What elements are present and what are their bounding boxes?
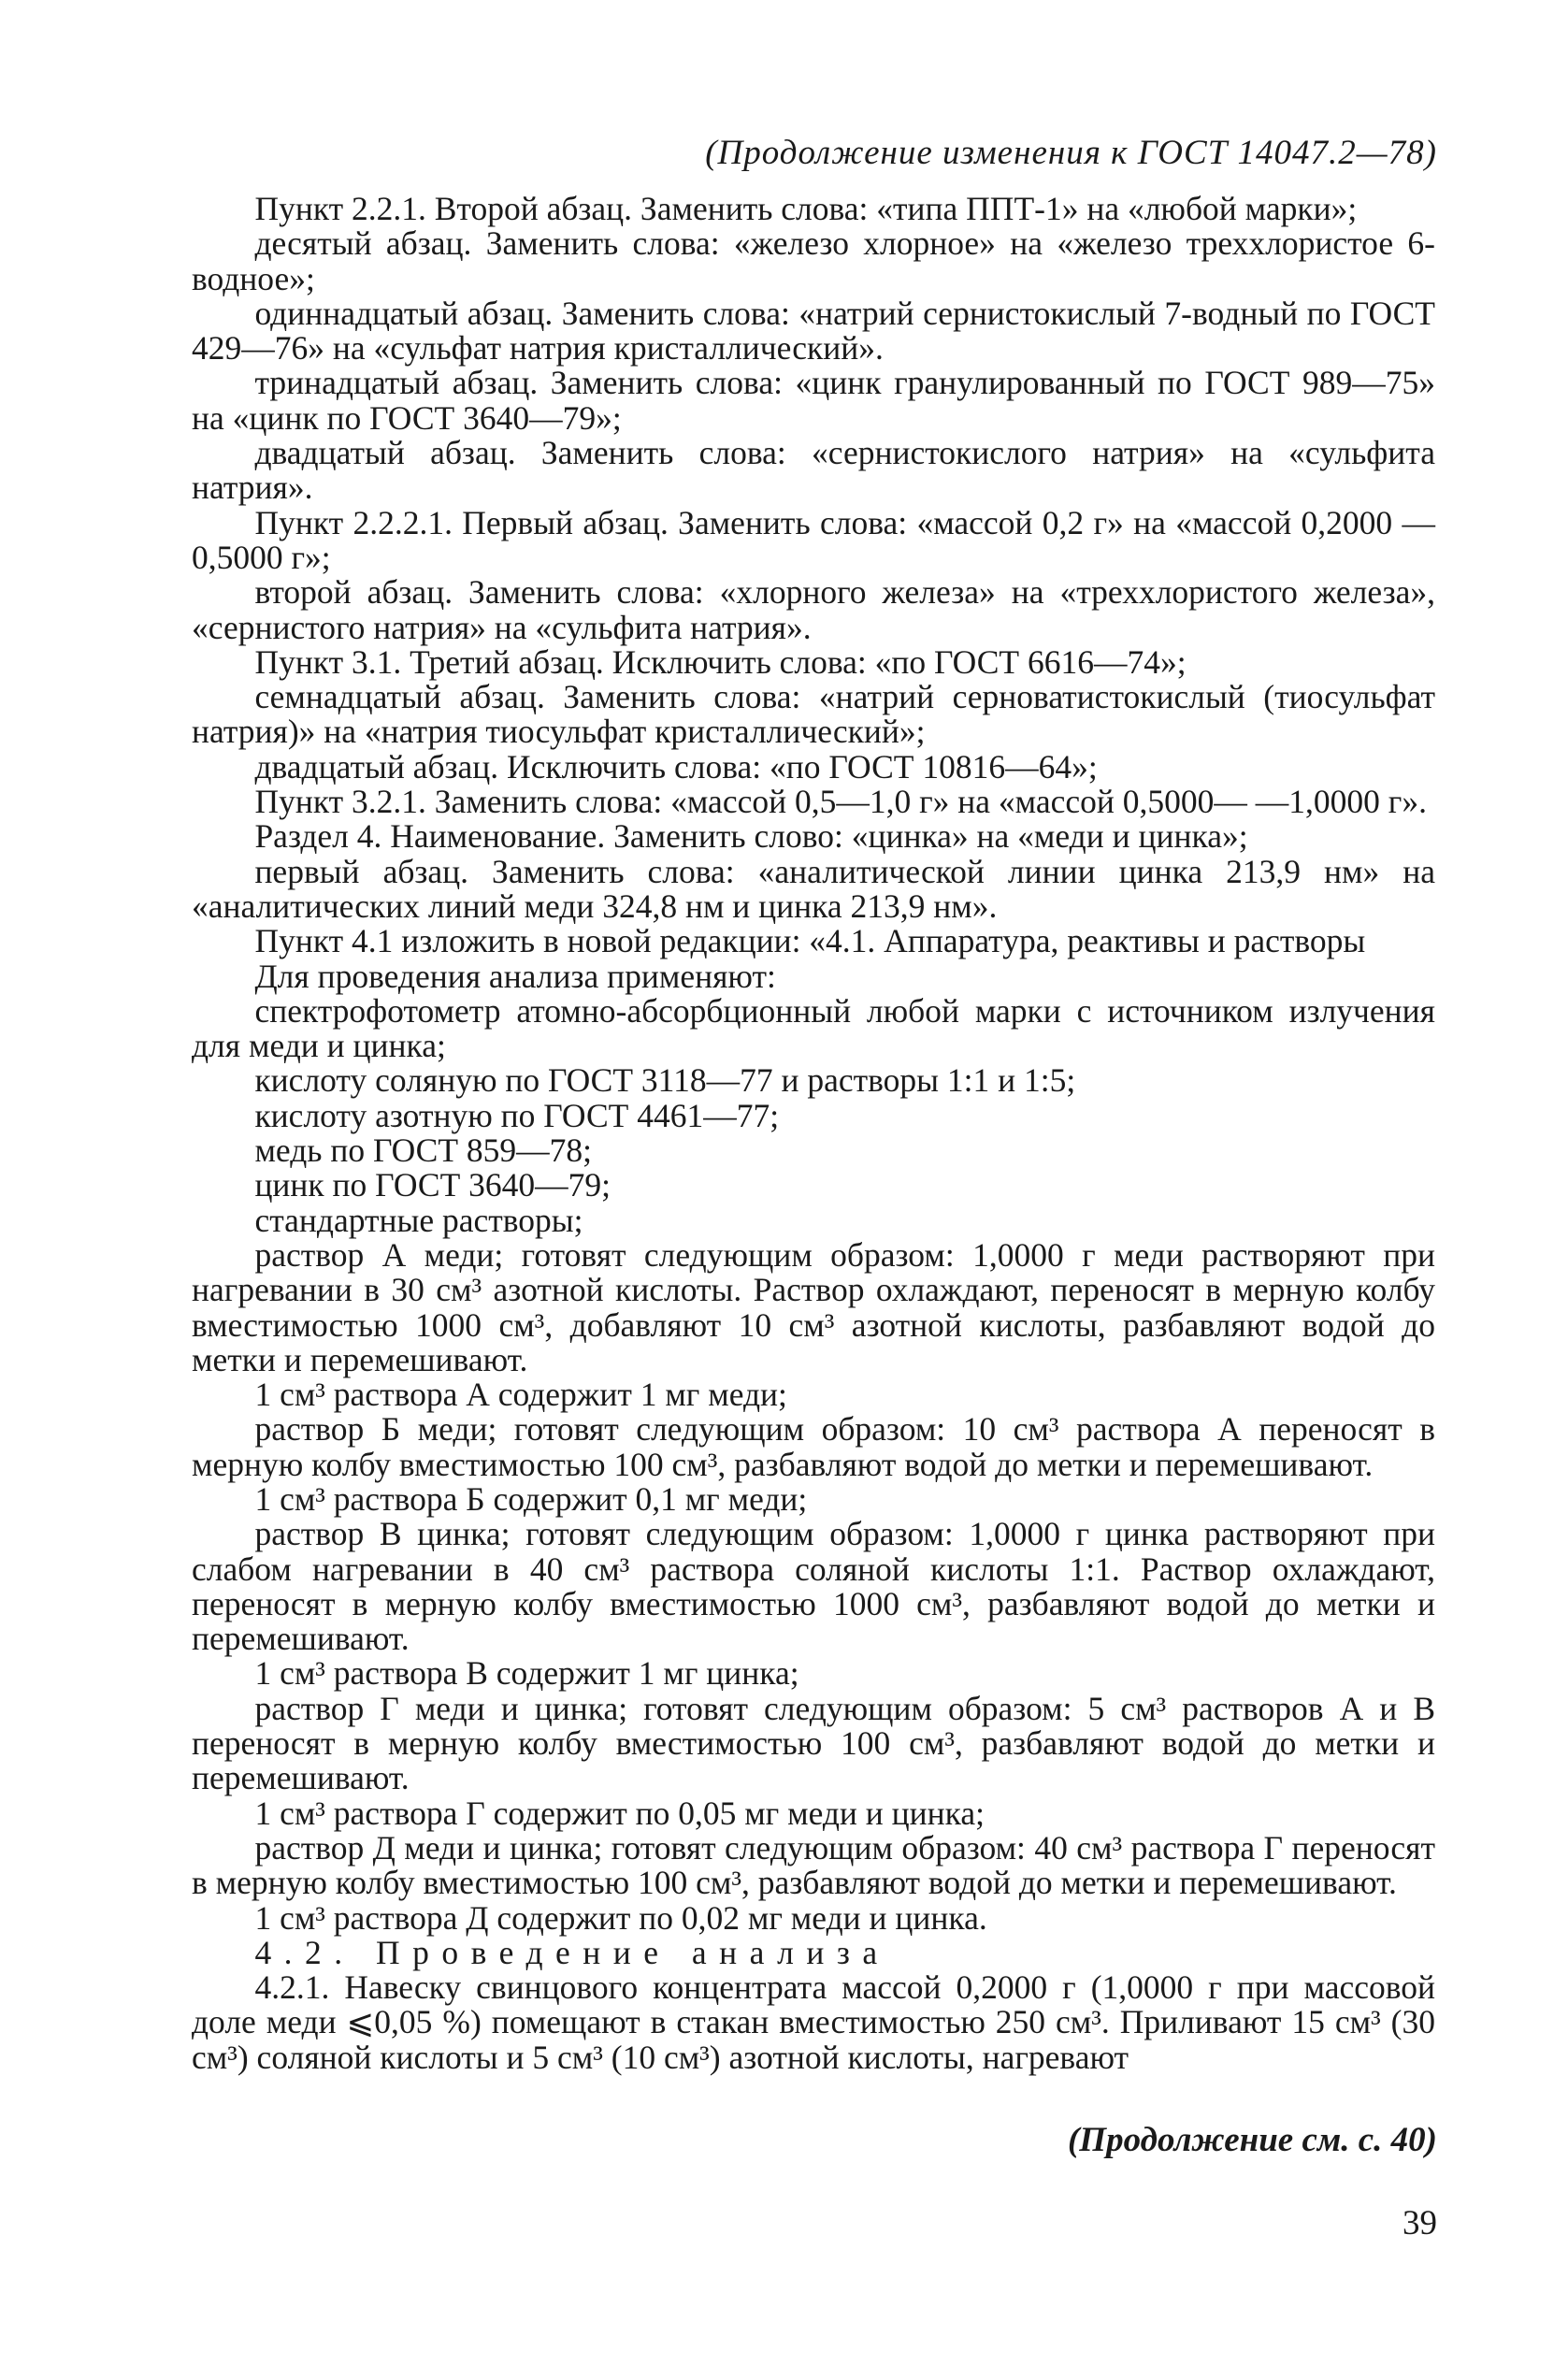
paragraph: двадцатый абзац. Исключить слова: «по ГОСТ 10816—64»; <box>254 747 1098 786</box>
paragraph: Раздел 4. Наименование. Заменить слово: «цинка» на «меди и цинка»; <box>254 817 1248 856</box>
paragraph: 1 см³ раствора Д содержит по 0,02 мг меди и цинка. <box>254 1898 987 1937</box>
paragraph: кислоту соляную по ГОСТ 3118—77 и растворы 1:1 и 1:5; <box>254 1061 1076 1100</box>
paragraph: десятый абзац. Заменить слова: «железо хлорное» на «железо треххлористое 6-водное»; <box>192 224 1435 297</box>
paragraph: Пункт 2.2.2.1. Первый абзац. Заменить слова: «массой 0,2 г» на «массой 0,2000 — 0,5000 г»; <box>192 503 1435 576</box>
paragraph: 1 см³ раствора Г содержит по 0,05 мг меди и цинка; <box>254 1794 985 1832</box>
paragraph: раствор Д меди и цинка; готовят следующим образом: 40 см³ раствора Г переносят в мерную колбу вместимостью 100 см³, разбавляют водой до метки и перемешивают. <box>192 1828 1435 1902</box>
paragraph: двадцатый абзац. Заменить слова: «сернистокислого натрия» на «сульфита натрия». <box>192 434 1435 507</box>
paragraph: раствор Г меди и цинка; готовят следующим образом: 5 см³ растворов А и В переносят в мерную колбу вместимостью 100 см³, разбавляют водой до метки и перемешивают. <box>192 1689 1435 1797</box>
paragraph: тринадцатый абзац. Заменить слова: «цинк гранулированный по ГОСТ 989—75» на «цинк по ГОСТ 3640—79»; <box>192 364 1435 437</box>
paragraph: Пункт 3.2.1. Заменить слова: «массой 0,5—1,0 г» на «массой 0,5000— —1,0000 г». <box>254 783 1427 821</box>
paragraph: спектрофотометр атомно-абсорбционный любой марки с источником излучения для меди и цинка; <box>192 991 1435 1065</box>
paragraph: первый абзац. Заменить слова: «аналитической линии цинка 213,9 нм» на «аналитических линий меди 324,8 нм и цинка 213,9 нм». <box>192 852 1435 925</box>
paragraph: 4.2.1. Навеску свинцового концентрата массой 0,2000 г (1,0000 г при массовой доле меди ⩽0,05 %) помещают в стакан вместимостью 250 см³. Приливают 15 см³ (30 см³) соляной кислоты и 5 см³ (10 см³) азотной кислоты, нагревают <box>192 1968 1435 2076</box>
paragraph: одиннадцатый абзац. Заменить слова: «натрий сернистокислый 7-водный по ГОСТ 429—76» на «сульфат натрия кристаллический». <box>192 294 1435 368</box>
section-4-1-heading: Пункт 4.1 изложить в новой редакции: «4.1. Аппаратура, реактивы и растворы <box>254 922 1366 960</box>
paragraph: семнадцатый абзац. Заменить слова: «натрий серноватистокислый (тиосульфат натрия)» на «натрия тиосульфат кристаллический»; <box>192 678 1435 751</box>
paragraph: 1 см³ раствора Б содержит 0,1 мг меди; <box>254 1479 808 1518</box>
page-number: 39 <box>1403 2204 1437 2242</box>
paragraph: Для проведения анализа применяют: <box>254 957 776 995</box>
paragraph: Пункт 3.1. Третий абзац. Исключить слова: «по ГОСТ 6616—74»; <box>254 642 1187 681</box>
paragraph: Пункт 2.2.1. Второй абзац. Заменить слова: «типа ППТ-1» на «любой марки»; <box>254 190 1358 227</box>
paragraph: цинк по ГОСТ 3640—79; <box>254 1166 611 1204</box>
paragraph: раствор А меди; готовят следующим образом: 1,0000 г меди растворяют при нагревании в 30 см³ азотной кислоты. Раствор охлаждают, переносят в мерную колбу вместимостью 1000 см³, добавляют 10 см³ азотной кислоты, разбавляют водой до метки и перемешивают. <box>192 1235 1435 1378</box>
paragraph: стандартные растворы; <box>254 1201 583 1239</box>
document-body <box>192 192 1435 2075</box>
paragraph: медь по ГОСТ 859—78; <box>254 1132 593 1170</box>
continuation-header: (Продолжение изменения к ГОСТ 14047.2—78) <box>705 134 1437 172</box>
paragraph: 1 см³ раствора В содержит 1 мг цинка; <box>254 1654 799 1693</box>
continuation-note: (Продолжение см. с. 40) <box>1067 2121 1437 2159</box>
paragraph: кислоту азотную по ГОСТ 4461—77; <box>254 1096 780 1134</box>
section-4-2-heading: 4.2. Проведение анализа <box>254 1933 890 1971</box>
paragraph: раствор В цинка; готовят следующим образом: 1,0000 г цинка растворяют при слабом нагревании в 40 см³ раствора соляной кислоты 1:1. Раствор охлаждают, переносят в мерную колбу вместимостью 1000 см³, разбавляют водой до метки и перемешивают. <box>192 1515 1435 1658</box>
paragraph: раствор Б меди; готовят следующим образом: 10 см³ раствора А переносят в мерную колбу вместимостью 100 см³, разбавляют водой до метки и перемешивают. <box>192 1410 1435 1483</box>
paragraph: 1 см³ раствора А содержит 1 мг меди; <box>254 1376 787 1414</box>
paragraph: второй абзац. Заменить слова: «хлорного железа» на «треххлористого железа», «сернистого натрия» на «сульфита натрия». <box>192 573 1435 646</box>
